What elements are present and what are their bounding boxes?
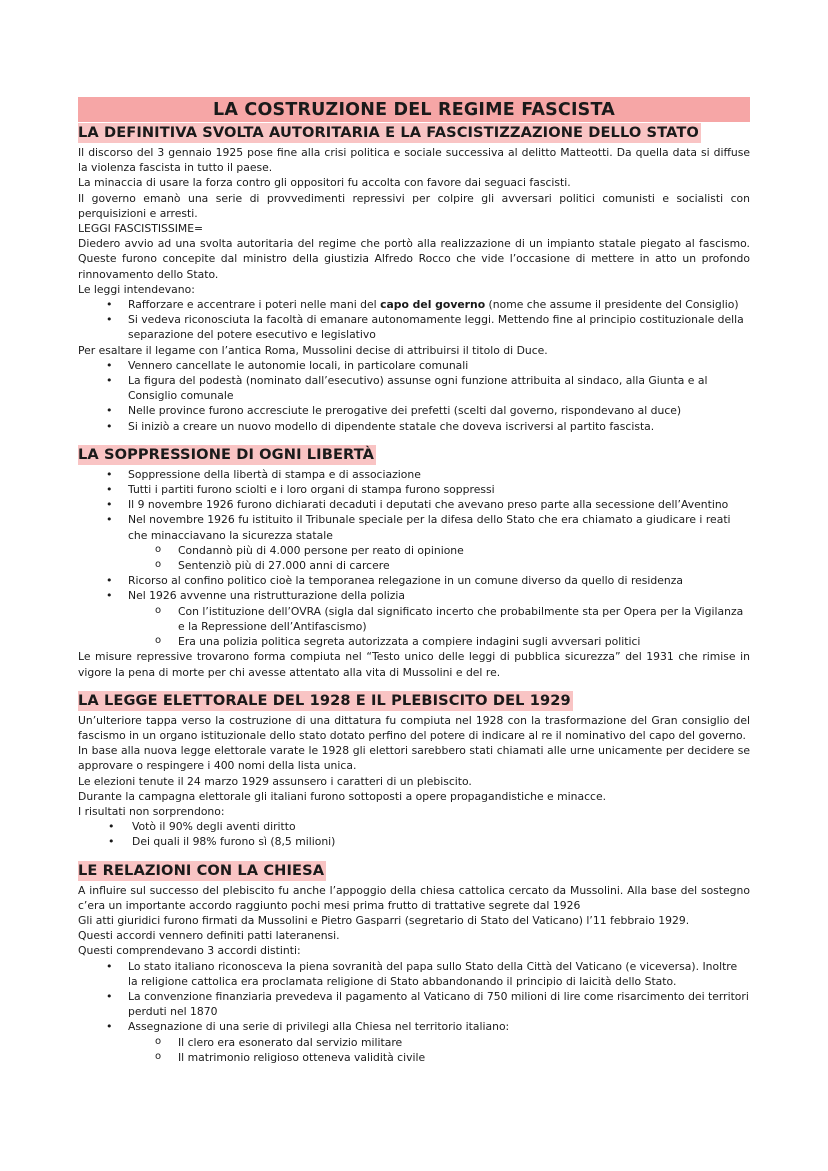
section-heading-wrap [78, 445, 750, 465]
list-item: • Votò il 90% degli aventi diritto [78, 819, 750, 834]
list-item: • Lo stato italiano riconosceva la piena sovranità del papa sullo Stato della Città del Vaticano (e viceversa). Inoltre la religione cattolica era proclamata religione di Stato abbandonando il principio di laicità dello Stato. [78, 959, 750, 989]
list-item [78, 297, 750, 312]
sub-list [78, 543, 750, 573]
section-heading-wrap [78, 123, 750, 143]
paragraph: Per esaltare il legame con l’antica Roma, Mussolini decise di attribuirsi il titolo di Duce. [78, 343, 548, 357]
sub-list-item: o Sentenziò più di 27.000 anni di carcere [78, 558, 750, 573]
sub-list-item: o Condannò più di 4.000 persone per reato di opinione [78, 543, 750, 558]
list-item: • Si iniziò a creare un nuovo modello di dipendente statale che doveva iscriversi al partito fascista. [78, 419, 750, 434]
list-item: • Nel novembre 1926 fu istituito il Tribunale speciale per la difesa dello Stato che era chiamato a giudicare i reati che minacciavano la sicurezza statale [78, 512, 750, 542]
section-heading-legge-elettorale: LA LEGGE ELETTORALE DEL 1928 E IL PLEBISCITO DEL 1929 [78, 691, 571, 709]
paragraph: Un’ulteriore tappa verso la costruzione di una dittatura fu compiuta nel 1928 con la trasformazione del Gran consiglio del fascismo in un organo istituzionale dello stato dotato perfino del potere di indicare al re il nominativo del capo del governo. [78, 713, 750, 742]
paragraph: Questi accordi vennero definiti patti lateranensi. [78, 929, 340, 943]
section-heading-svolta: LA DEFINITIVA SVOLTA AUTORITARIA E LA FASCISTIZZAZIONE DELLO STATO [78, 124, 699, 141]
list-item: • Il 9 novembre 1926 furono dichiarati decaduti i deputati che avevano preso parte alla secessione dell’Aventino [78, 497, 750, 512]
list-item-text: Rafforzare e accentrare i poteri nelle mani del [128, 298, 381, 312]
list-item: • La convenzione finanziaria prevedeva il pagamento al Vaticano di 750 milioni di lire come risarcimento dei territori perduti nel 1870 [78, 989, 750, 1019]
bullet-list [78, 819, 750, 849]
bullet-list [78, 297, 750, 343]
sub-list [78, 1035, 750, 1065]
sub-list [78, 604, 750, 650]
paragraph: Questi comprendevano 3 accordi distinti: [78, 944, 301, 958]
sub-list-item: o Era una polizia politica segreta autorizzata a compiere indagini sugli avversari politici [78, 634, 750, 649]
list-item: • Vennero cancellate le autonomie locali, in particolare comunali [78, 358, 750, 373]
paragraph: Il governo emanò una serie di provvedimenti repressivi per colpire gli avversari politici comunisti e socialisti con perquisizioni e arresti. [78, 191, 750, 220]
list-item-text: (nome che assume il presidente del Consiglio) [485, 298, 739, 312]
list-item: • Ricorso al confino politico cioè la temporanea relegazione in un comune diverso da quello di residenza [78, 573, 750, 588]
paragraph: Il discorso del 3 gennaio 1925 pose fine alla crisi politica e sociale successiva al delitto Matteotti. Da quella data si diffuse la violenza fascista in tutto il paese. [78, 146, 750, 175]
list-item: • La figura del podestà (nominato dall’esecutivo) assunse ogni funzione attribuita al sindaco, alla Giunta e al Consiglio comunale [78, 373, 750, 403]
list-item: • Si vedeva riconosciuta la facoltà di emanare autonomamente leggi. Mettendo fine al principio costituzionale della separazione del potere esecutivo e legislativo [78, 312, 750, 342]
section-heading-wrap [78, 861, 750, 881]
paragraph: Durante la campagna elettorale gli italiani furono sottoposti a opere propagandistiche e minacce. [78, 789, 607, 803]
list-item: • Soppressione della libertà di stampa e di associazione [78, 467, 750, 482]
document-page [78, 97, 750, 1065]
sub-list-item: o Il clero era esonerato dal servizio militare [78, 1035, 750, 1050]
bold-text: capo del governo [380, 298, 486, 312]
paragraph: LEGGI FASCISTISSIME= [78, 222, 204, 236]
paragraph: Le leggi intendevano: [78, 282, 195, 296]
bullet-list [78, 467, 750, 543]
paragraph: Gli atti giuridici furono firmati da Mussolini e Pietro Gasparri (segretario di Stato del Vaticano) l’11 febbraio 1929. [78, 913, 690, 927]
paragraph: A influire sul successo del plebiscito fu anche l’appoggio della chiesa cattolica cercato da Mussolini. Alla base del sostegno c’era un importante accordo raggiunto pochi mesi prima frutto di trattative segrete dal 1926 [78, 883, 750, 912]
section-heading-liberta: LA SOPPRESSIONE DI OGNI LIBERTÀ [78, 445, 375, 463]
paragraph: In base alla nuova legge elettorale varate le 1928 gli elettori sarebbero stati chiamati alle urne unicamente per decidere se approvare o respingere i 400 nomi della lista unica. [78, 744, 750, 773]
page-title: LA COSTRUZIONE DEL REGIME FASCISTA [78, 97, 750, 122]
list-item: • Dei quali il 98% furono sì (8,5 milioni) [78, 834, 750, 849]
paragraph: Le misure repressive trovarono forma compiuta nel “Testo unico delle leggi di pubblica sicurezza” del 1931 che rimise in vigore la pena di morte per chi avesse attentato alla vita di Mussolini e del re. [78, 650, 750, 679]
paragraph: Diedero avvio ad una svolta autoritaria del regime che portò alla realizzazione di un impianto statale piegato al fascismo. Queste furono concepite dal ministro della giustizia Alfredo Rocco che vide l’occasione di mettere in atto un profondo rinnovamento dello Stato. [78, 237, 750, 281]
bullet-list [78, 358, 750, 434]
list-item: • Tutti i partiti furono sciolti e i loro organi di stampa furono soppressi [78, 482, 750, 497]
paragraph: I risultati non sorprendono: [78, 804, 225, 818]
section-heading-wrap [78, 691, 750, 711]
paragraph: La minaccia di usare la forza contro gli oppositori fu accolta con favore dai seguaci fascisti. [78, 176, 571, 190]
list-item: • Nel 1926 avvenne una ristrutturazione della polizia [78, 588, 750, 603]
sub-list-item: o Con l’istituzione dell’OVRA (sigla dal significato incerto che probabilmente sta per Opera per la Vigilanza e la Repressione dell’Antifascismo) [78, 604, 750, 634]
paragraph: Le elezioni tenute il 24 marzo 1929 assunsero i caratteri di un plebiscito. [78, 774, 472, 788]
section-heading-chiesa: LE RELAZIONI CON LA CHIESA [78, 861, 325, 879]
sub-list-item: o Il matrimonio religioso otteneva validità civile [78, 1050, 750, 1065]
bullet-list [78, 573, 750, 603]
list-item: • Assegnazione di una serie di privilegi alla Chiesa nel territorio italiano: [78, 1019, 750, 1034]
bullet-list [78, 959, 750, 1035]
list-item: • Nelle province furono accresciute le prerogative dei prefetti (scelti dal governo, rispondevano al duce) [78, 403, 750, 418]
